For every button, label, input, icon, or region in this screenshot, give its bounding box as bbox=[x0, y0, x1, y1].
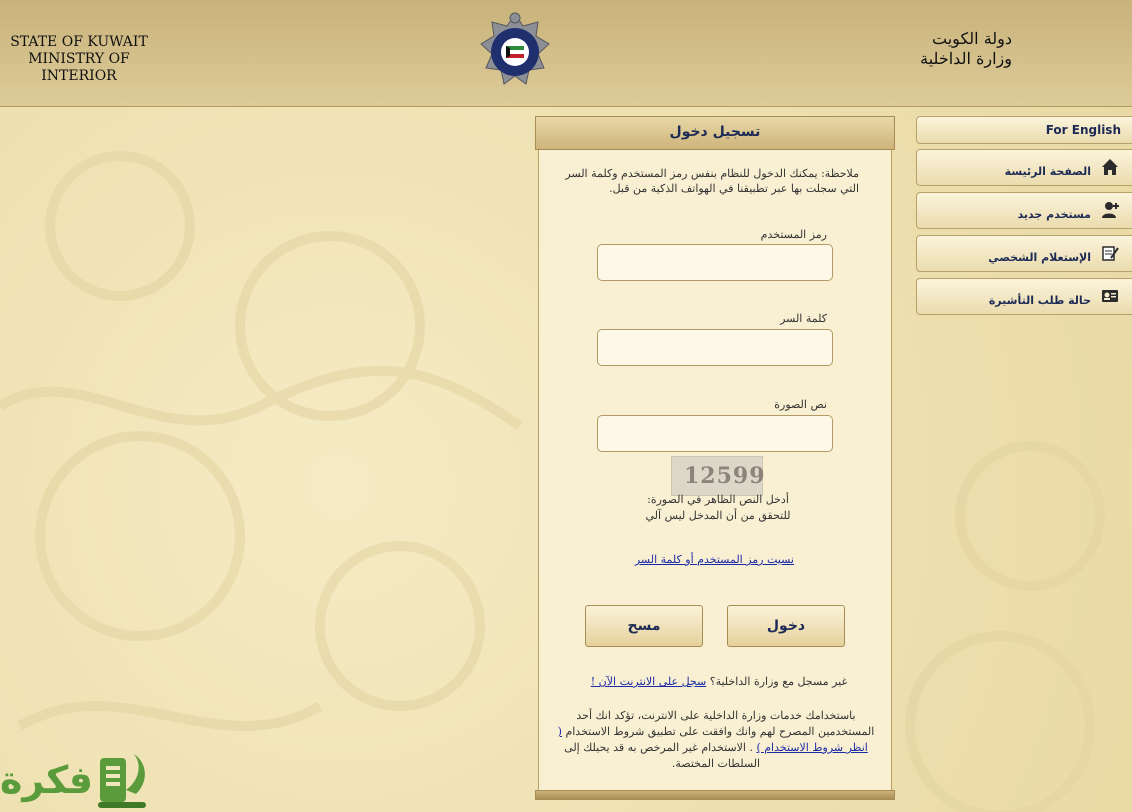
clear-button[interactable]: مسح bbox=[585, 605, 703, 647]
register-prompt bbox=[579, 675, 859, 688]
register-link[interactable]: سجل على الانترنت الآن ! bbox=[590, 675, 707, 688]
password-label: كلمة السر bbox=[780, 312, 827, 325]
nav-item-new-user[interactable] bbox=[916, 192, 1132, 229]
nav-item-label: الإستعلام الشخصي bbox=[988, 251, 1091, 264]
header-arabic-title bbox=[920, 29, 1012, 69]
captcha-image bbox=[671, 456, 766, 496]
nav-item-personal-inquiry[interactable] bbox=[916, 235, 1132, 272]
visa-card-icon bbox=[1101, 287, 1119, 305]
ministry-name-ar: وزارة الداخلية bbox=[920, 49, 1012, 68]
forgot-credentials-link[interactable]: نسيت رمز المستخدم أو كلمة السر bbox=[634, 553, 794, 566]
kuwait-police-emblem-icon bbox=[476, 8, 554, 94]
login-note: ملاحظة: يمكنك الدخول للنظام بنفس رمز المستخدم وكلمة السر التي سجلت بها عبر تطبيقنا في الهواتف الذكية من قبل. bbox=[565, 167, 859, 195]
state-name-ar: دولة الكويت bbox=[932, 29, 1012, 48]
captcha-image-text: 12599 bbox=[684, 463, 766, 489]
ministry-name-en: MINISTRY OF INTERIOR bbox=[28, 51, 130, 84]
nav-item-label: حالة طلب التأشيرة bbox=[988, 294, 1091, 307]
nav-item-visa-status[interactable] bbox=[916, 278, 1132, 315]
header-english-title bbox=[0, 34, 164, 85]
terms-link[interactable]: ( انظر شروط الاستخدام ) bbox=[557, 725, 868, 754]
nav-item-home[interactable] bbox=[916, 149, 1132, 186]
captcha-hint bbox=[643, 492, 793, 524]
login-panel-title: تسجيل دخول bbox=[535, 116, 895, 150]
nav-item-label: الصفحة الرئيسة bbox=[1004, 165, 1091, 178]
captcha-input[interactable] bbox=[597, 415, 833, 452]
register-text: غير مسجل مع وزارة الداخلية؟ bbox=[709, 675, 848, 688]
home-icon bbox=[1101, 158, 1119, 176]
state-name-en: STATE OF KUWAIT bbox=[10, 34, 148, 50]
captcha-hint-line1: أدخل النص الظاهر في الصورة: bbox=[647, 493, 789, 506]
captcha-label: نص الصورة bbox=[774, 398, 827, 411]
inquiry-icon bbox=[1101, 244, 1119, 262]
header-banner bbox=[0, 0, 1132, 107]
english-link-label: For English bbox=[1045, 123, 1121, 137]
password-input[interactable] bbox=[597, 329, 833, 366]
terms-notice bbox=[557, 708, 875, 772]
login-button[interactable]: دخول bbox=[727, 605, 845, 647]
terms-tail: . الاستخدام غير المرخص به قد يحيلك إلى السلطات المختصة. bbox=[564, 741, 761, 770]
english-link[interactable] bbox=[916, 116, 1132, 144]
login-panel-footer bbox=[535, 790, 895, 800]
username-input[interactable] bbox=[597, 244, 833, 281]
nav-item-label: مستخدم جديد bbox=[1017, 208, 1091, 221]
terms-text: باستخدامك خدمات وزارة الداخلية على الانترنت، تؤكد انك أحد المستخدمين المصرح لهم وانك وافقت على تطبيق شروط الاستخدام bbox=[565, 709, 875, 738]
login-panel bbox=[538, 150, 892, 792]
captcha-hint-line2: للتحقق من أن المدخل ليس آلي bbox=[645, 509, 791, 522]
username-label: رمز المستخدم bbox=[760, 228, 827, 241]
watermark-text: فكرة bbox=[0, 758, 94, 802]
new-user-icon bbox=[1101, 201, 1119, 219]
